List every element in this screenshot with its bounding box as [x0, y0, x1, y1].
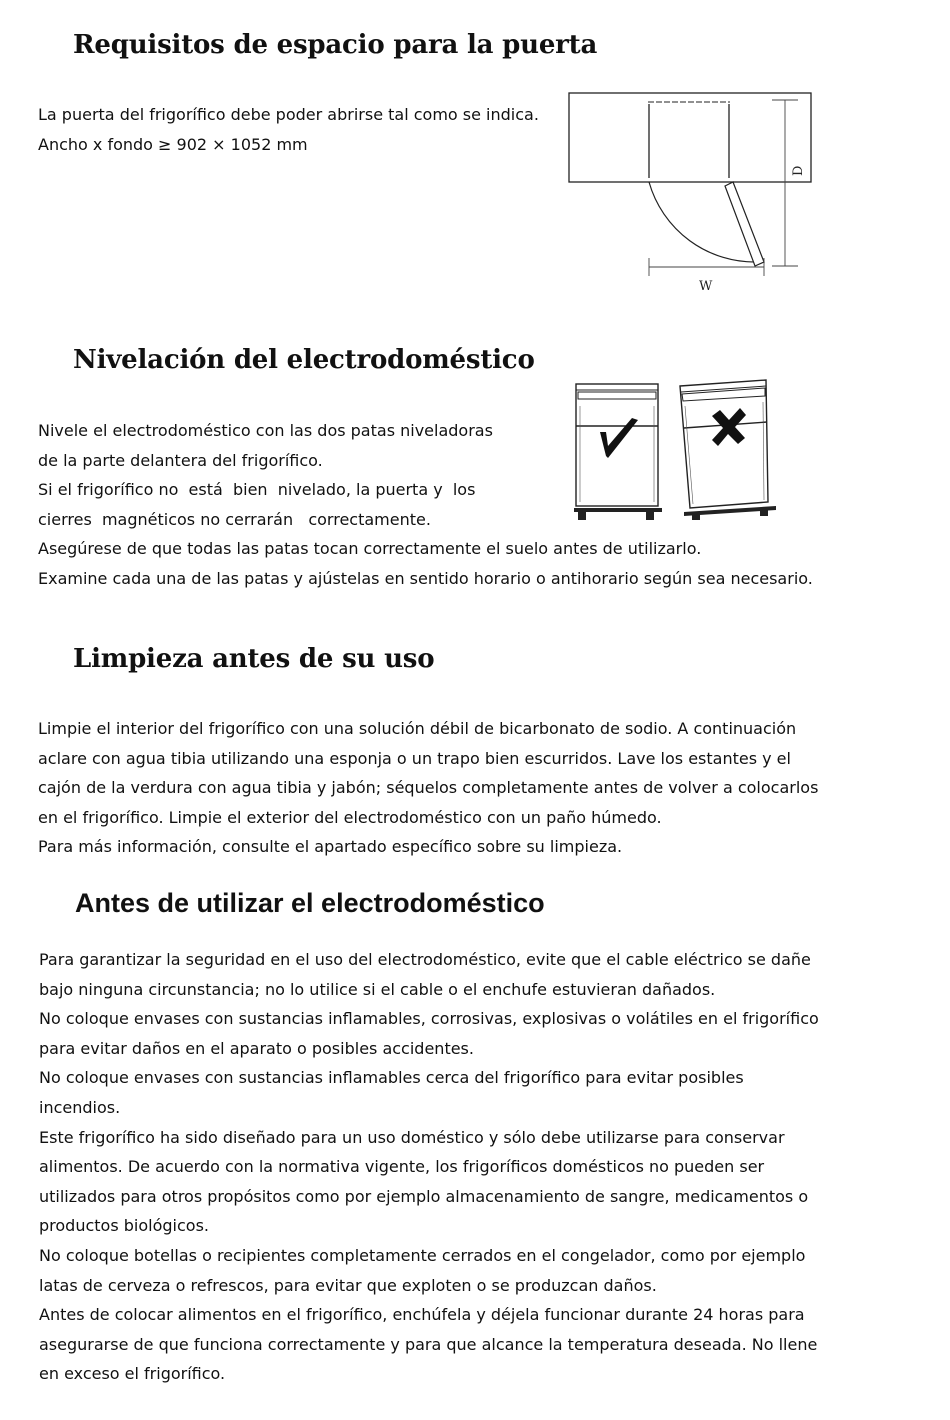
text-line: Si el frigorífico no está bien nivelado, la puerta y los — [38, 480, 476, 500]
text-line: No coloque envases con sustancias inflamables cerca del frigorífico para evitar posibles incendios. — [39, 1068, 744, 1117]
leveling-title: Nivelación del electrodoméstico — [73, 345, 535, 375]
depth-label: D — [791, 165, 806, 176]
text-line: Nivele el electrodoméstico con las dos patas niveladoras — [38, 421, 493, 440]
text-line: No coloque botellas o recipientes completamente cerrados en el congelador, como por ejemplo — [39, 1245, 806, 1265]
leveling-diagram — [572, 378, 792, 524]
text-line: cajón de la verdura con agua tibia y jabón; séquelos completamente antes de volver a colocarlos — [38, 778, 819, 798]
text-line: No coloque envases con sustancias inflamables, corrosivas, explosivas o volátiles en el frigorífico — [39, 1009, 819, 1029]
text-line: productos biológicos. — [39, 1216, 209, 1236]
text-line: Este frigorífico ha sido diseñado para un uso doméstico y sólo debe utilizarse para conservar — [39, 1127, 785, 1147]
text-line: en el frigorífico. Limpie el exterior del electrodoméstico con un paño húmedo. — [38, 807, 662, 827]
text-line: Examine cada una de las patas y ajústelas en sentido horario o antihorario según sea necesario. — [38, 568, 813, 588]
text-line: para evitar daños en el aparato o posibles accidentes. — [39, 1038, 474, 1058]
text-line: Para más información, consulte el apartado específico sobre su limpieza. — [38, 837, 623, 857]
text-line: latas de cerveza o refrescos, para evitar que exploten o se produzcan daños. — [39, 1275, 657, 1295]
text-line: en exceso el frigorífico. — [39, 1364, 226, 1384]
door-space-text — [38, 100, 558, 159]
cleaning-text — [38, 714, 828, 862]
text-line: cierres magnéticos no cerrarán correctamente. — [38, 509, 431, 529]
text-line: de la parte delantera del frigorífico. — [38, 450, 323, 470]
before-use-title: Antes de utilizar el electrodoméstico — [75, 888, 545, 918]
door-space-title: Requisitos de espacio para la puerta — [73, 30, 598, 60]
text-line: Ancho x fondo ≥ 902 × 1052 mm — [38, 134, 308, 154]
text-line: La puerta del frigorífico debe poder abrirse tal como se indica. — [38, 105, 539, 124]
text-line: utilizados para otros propósitos como por ejemplo almacenamiento de sangre, medicamentos o — [39, 1186, 809, 1206]
door-clearance-diagram — [566, 90, 816, 300]
text-line: Antes de colocar alimentos en el frigorífico, enchúfela y déjela funcionar durante 24 horas para — [39, 1305, 805, 1325]
text-line: Para garantizar la seguridad en el uso del electrodoméstico, evite que el cable eléctrico se dañe — [39, 950, 811, 969]
text-line: Limpie el interior del frigorífico con una solución débil de bicarbonato de sodio. A continuación — [38, 719, 797, 738]
width-label: W — [699, 279, 713, 294]
text-line: alimentos. De acuerdo con la normativa vigente, los frigoríficos domésticos no pueden ser — [39, 1157, 765, 1177]
text-line: bajo ninguna circunstancia; no lo utilice si el cable o el enchufe estuvieran dañados. — [39, 979, 716, 999]
before-use-text — [39, 945, 829, 1389]
text-line: aclare con agua tibia utilizando una esponja o un trapo bien escurridos. Lave los estantes y el — [38, 748, 791, 768]
text-line: asegurarse de que funciona correctamente y para que alcance la temperatura deseada. No llene — [39, 1334, 818, 1354]
tilted-fridge-incorrect — [680, 380, 776, 520]
level-fridge-correct — [574, 384, 662, 520]
text-line: Asegúrese de que todas las patas tocan correctamente el suelo antes de utilizarlo. — [38, 539, 702, 559]
cleaning-title: Limpieza antes de su uso — [73, 644, 435, 674]
